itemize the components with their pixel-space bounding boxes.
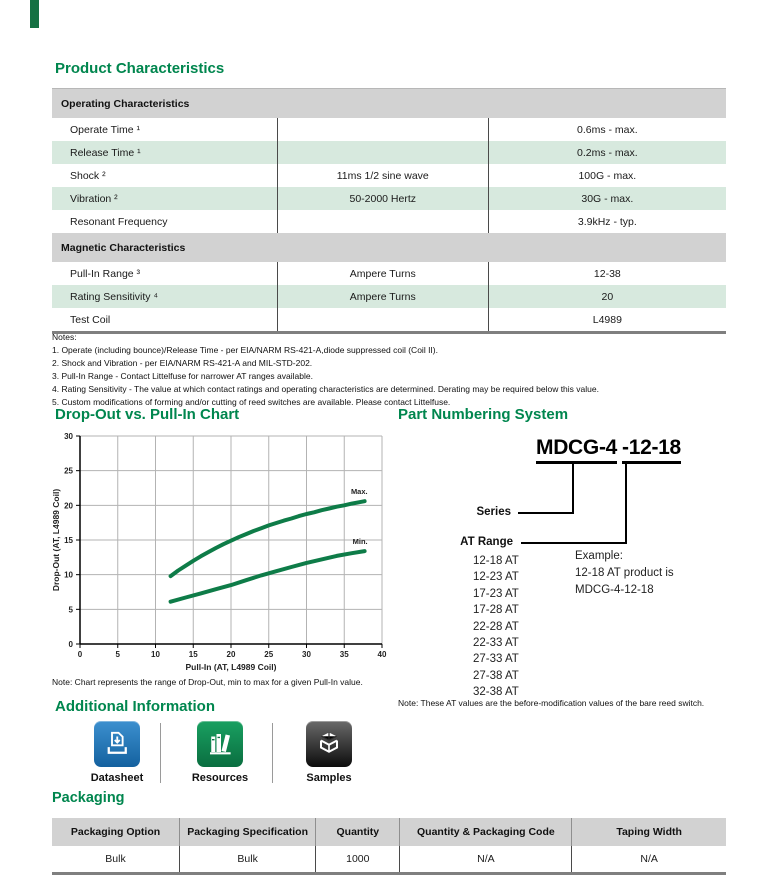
section-header-magnetic: Magnetic Characteristics [52,233,726,262]
table-row [52,285,726,308]
svg-text:Max.: Max. [350,487,368,497]
example-line: 12-18 AT product is [575,567,674,579]
row-value: 12-38 [593,267,621,280]
table-row [52,262,726,285]
row-condition [278,141,489,164]
note-line: 3. Pull-In Range - Contact Littelfuse for narrower AT ranges available. [52,371,313,381]
packaging-table [52,818,726,875]
example-line: Example: [575,550,623,562]
at-range-item: 12-23 AT [473,571,519,584]
table-row [52,118,726,141]
at-range-item: 12-18 AT [473,555,519,567]
books-icon [197,721,243,767]
characteristics-table [52,88,726,334]
at-range-item: 22-33 AT [473,637,519,650]
column-header: Packaging Option [52,818,180,846]
column-header: Packaging Specification [180,818,316,846]
row-name: Operate Time ¹ [52,118,278,141]
table-row [52,308,726,331]
product-characteristics-heading: Product Characteristics [55,60,225,77]
row-name: Vibration ² [52,187,278,210]
row-condition [278,308,489,331]
cell: Bulk [52,846,180,872]
svg-text:10: 10 [64,570,73,580]
at-range-connector-vertical-line [625,461,627,543]
part-number-suffix-segment: -12-18 [622,436,681,464]
packaging-heading: Packaging [52,790,125,806]
resources-link[interactable] [188,721,252,784]
dropout-pullin-chart-svg [50,430,394,676]
chart-note: Note: Chart represents the range of Drop-Out, min to max for a given Pull-In value. [52,677,363,687]
cell: N/A [400,846,572,872]
row-condition [278,118,489,141]
svg-text:15: 15 [188,650,198,659]
svg-text:Drop-Out (AT, L4989 Coil): Drop-Out (AT, L4989 Coil) [51,488,61,592]
row-value: 30G - max. [581,192,634,205]
svg-text:5: 5 [115,650,120,659]
notes-label: Notes: [52,332,77,342]
row-condition: 50-2000 Hertz [278,187,489,210]
row-condition: 11ms 1/2 sine wave [278,164,489,187]
svg-text:25: 25 [64,466,73,476]
svg-text:40: 40 [377,650,387,659]
row-condition: Ampere Turns [278,262,489,285]
at-range-label: AT Range [460,536,513,548]
dropout-pullin-chart [50,430,394,676]
row-value: 100G - max. [578,169,637,182]
part-number-example [575,548,674,599]
series-connector-horizontal-line [518,512,574,514]
row-name: Release Time ¹ [52,141,278,164]
notes-block [52,331,736,409]
resources-label: Resources [191,772,249,784]
packaging-table-header [52,818,726,846]
row-name: Pull-In Range ³ [52,262,278,285]
series-label: Series [476,506,511,518]
open-box-icon [306,721,352,767]
row-name: Test Coil [52,308,278,331]
svg-text:35: 35 [339,650,349,659]
note-line: 5. Custom modifications of forming and/or cutting of reed switches are available. Please contact Littelfuse. [52,397,451,407]
svg-text:Pull-In (AT, L4989 Coil): Pull-In (AT, L4989 Coil) [185,662,277,672]
row-name: Shock ² [52,164,278,187]
column-header: Quantity [316,818,400,846]
svg-text:20: 20 [64,501,73,511]
row-name: Resonant Frequency [52,210,278,233]
table-row [52,210,726,233]
svg-text:15: 15 [64,536,73,545]
document-download-icon [94,721,140,767]
at-range-item: 27-38 AT [473,669,519,682]
part-number [536,436,681,464]
at-range-list [473,553,519,701]
cell: 1000 [316,846,400,872]
part-number-series-segment: MDCG-4 [536,436,617,464]
example-line: MDCG-4-12-18 [575,584,654,596]
table-row [52,187,726,210]
svg-text:Min.: Min. [352,537,368,547]
additional-information-heading: Additional Information [55,698,215,715]
row-condition: Ampere Turns [278,285,489,308]
column-header: Quantity & Packaging Code [400,818,572,846]
svg-text:30: 30 [64,432,73,441]
svg-text:25: 25 [264,650,274,659]
row-value: 0.2ms - max. [577,146,638,159]
datasheet-link[interactable] [85,721,149,784]
svg-text:0: 0 [68,640,73,649]
row-condition [278,210,489,233]
at-values-note: Note: These AT values are the before-modification values of the bare reed switch. [398,698,705,708]
row-value: L4989 [592,313,622,326]
svg-text:20: 20 [226,650,236,659]
part-numbering-heading: Part Numbering System [398,406,569,423]
samples-link[interactable] [297,721,361,784]
table-row [52,141,726,164]
series-connector-vertical-line [572,461,574,513]
packaging-table-row [52,846,726,872]
datasheet-label: Datasheet [90,772,144,784]
row-name: Rating Sensitivity ⁴ [52,285,278,308]
divider [160,723,161,783]
svg-text:10: 10 [151,650,160,659]
table-row [52,164,726,187]
samples-label: Samples [306,772,352,784]
row-value: 20 [601,290,614,303]
note-line: 4. Rating Sensitivity - The value at which contact ratings and operating characteristics are determined. Derating may be required below this value. [52,384,599,394]
section-header-operating: Operating Characteristics [52,89,726,118]
divider [272,723,273,783]
at-range-connector-horizontal-line [521,542,627,544]
at-range-item: 32-38 AT [473,686,519,699]
svg-text:0: 0 [77,650,83,659]
cell: Bulk [180,846,316,872]
row-value: 3.9kHz - typ. [577,215,637,228]
additional-information-row [88,721,370,791]
page-edge-marker [30,0,39,28]
at-range-item: 22-28 AT [473,620,519,633]
column-header: Taping Width [616,826,682,838]
chart-heading: Drop-Out vs. Pull-In Chart [55,406,240,423]
note-line: 2. Shock and Vibration - per EIA/NARM RS-421-A and MIL-STD-202. [52,358,313,368]
at-range-item: 17-23 AT [473,587,519,600]
row-value: 0.6ms - max. [577,123,638,136]
at-range-item: 17-28 AT [473,604,519,617]
svg-text:30: 30 [302,650,311,659]
svg-text:5: 5 [68,605,73,615]
note-line: 1. Operate (including bounce)/Release Time - per EIA/NARM RS-421-A,diode suppressed coil (Coil II). [52,345,438,355]
at-range-item: 27-33 AT [473,653,519,666]
cell: N/A [640,853,658,865]
part-numbering-diagram [398,432,742,732]
